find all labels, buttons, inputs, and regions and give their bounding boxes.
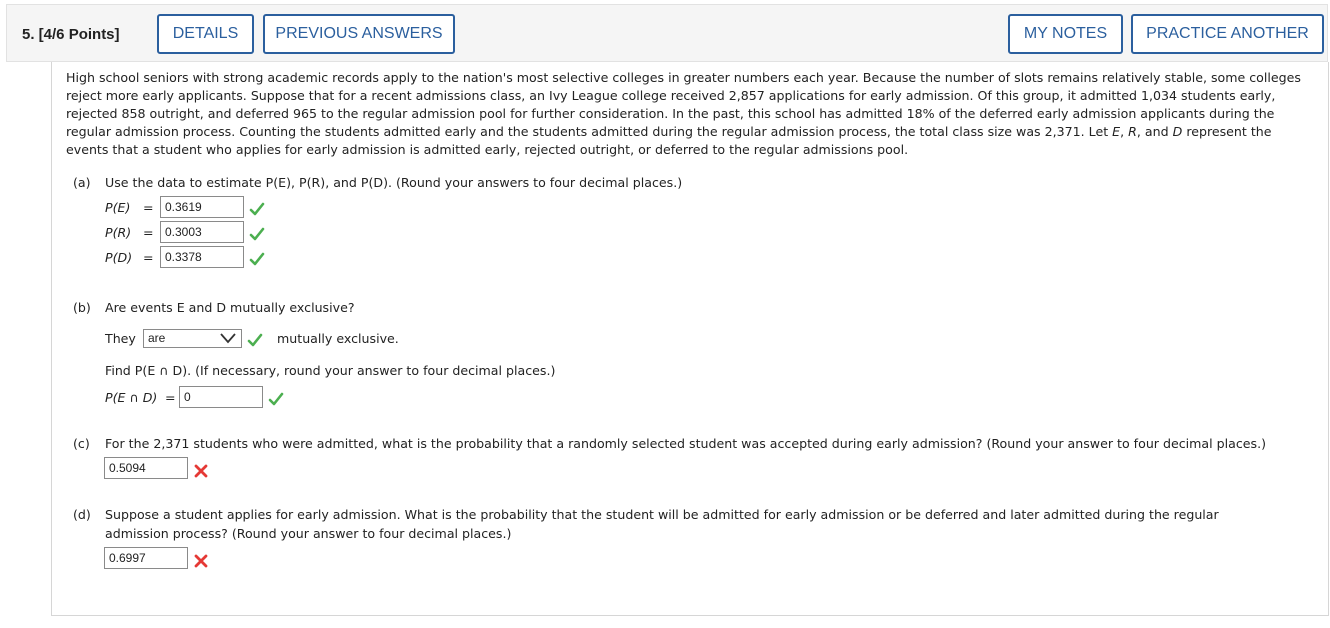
part-c-answer-input[interactable]: 0.5094 (104, 457, 188, 479)
var-d: D (1172, 124, 1183, 139)
equals-sign: = (143, 200, 154, 215)
my-notes-button[interactable]: MY NOTES (1008, 14, 1123, 54)
pe-answer-input[interactable]: 0.3619 (160, 196, 244, 218)
part-d-answer-input[interactable]: 0.6997 (104, 547, 188, 569)
equals-sign: = (143, 225, 154, 240)
part-b-prompt: Are events E and D mutually exclusive? (105, 300, 355, 315)
details-button[interactable]: DETAILS (157, 14, 254, 54)
pd-label: P(D) (105, 250, 133, 265)
practice-another-button[interactable]: PRACTICE ANOTHER (1131, 14, 1324, 54)
part-a-letter: (a) (73, 175, 91, 190)
var-e: E (1112, 124, 1121, 139)
part-d-letter: (d) (73, 507, 91, 522)
pe-label: P(E) (105, 200, 131, 215)
check-icon (249, 251, 265, 267)
pr-answer-input[interactable]: 0.3003 (160, 221, 244, 243)
pr-label: P(R) (105, 225, 132, 240)
separator: , (1120, 124, 1129, 139)
problem-intro-end: represent the events that a student who applies for early admission is admitted early, rejected outright, or deferred to the regular admissions pool. (66, 124, 1272, 157)
previous-answers-button[interactable]: PREVIOUS ANSWERS (263, 14, 455, 54)
separator: , and (1136, 124, 1173, 139)
problem-statement (66, 69, 1316, 159)
part-b-letter: (b) (73, 300, 91, 315)
part-c-letter: (c) (73, 436, 90, 451)
part-d-prompt-line1: Suppose a student applies for early admission. What is the probability that the student will be admitted for early admission or be deferred and later admitted during the regular (105, 507, 1219, 522)
x-icon (193, 463, 209, 479)
pd-answer-input[interactable]: 0.3378 (160, 246, 244, 268)
select-value: are (148, 331, 166, 345)
part-a-prompt: Use the data to estimate P(E), P(R), and P(D). (Round your answers to four decimal places.) (105, 175, 683, 190)
mutually-exclusive-select[interactable] (143, 329, 242, 348)
they-label: They (105, 331, 136, 346)
find-ped-prompt: Find P(E ∩ D). (If necessary, round your answer to four decimal places.) (105, 363, 556, 378)
part-d-prompt-line2: admission process? (Round your answer to four decimal places.) (105, 526, 512, 541)
part-c-prompt: For the 2,371 students who were admitted, what is the probability that a randomly selected student was accepted during early admission? (Round your answer to four decimal places.) (105, 436, 1266, 451)
question-header (6, 4, 1328, 62)
question-points-label: 5. [4/6 Points] (22, 26, 120, 43)
var-r: R (1128, 124, 1137, 139)
check-icon (247, 332, 263, 348)
problem-intro: High school seniors with strong academic records apply to the nation's most selective colleges in greater numbers each year. Because the number of slots remains relatively stable, some colleges reject more early applicants. Suppose that for a recent admissions class, an Ivy League college received 2,857 applications for early admission. Of this group, it admitted 1,034 students early, rejected 858 outright, and deferred 965 to the regular admission pool for further consideration. In the past, this school has admitted 18% of the deferred early admission applicants during the regular admission process. Counting the students admitted early and the students admitted during the regular admission process, the total class size was 2,371. Let (66, 70, 1301, 139)
mutually-exclusive-label: mutually exclusive. (277, 331, 399, 346)
check-icon (249, 201, 265, 217)
chevron-down-icon (219, 332, 237, 345)
ped-answer-input[interactable]: 0 (179, 386, 263, 408)
check-icon (249, 226, 265, 242)
ped-label: P(E ∩ D) (105, 390, 158, 405)
equals-sign: = (165, 390, 176, 405)
check-icon (268, 391, 284, 407)
equals-sign: = (143, 250, 154, 265)
x-icon (193, 553, 209, 569)
